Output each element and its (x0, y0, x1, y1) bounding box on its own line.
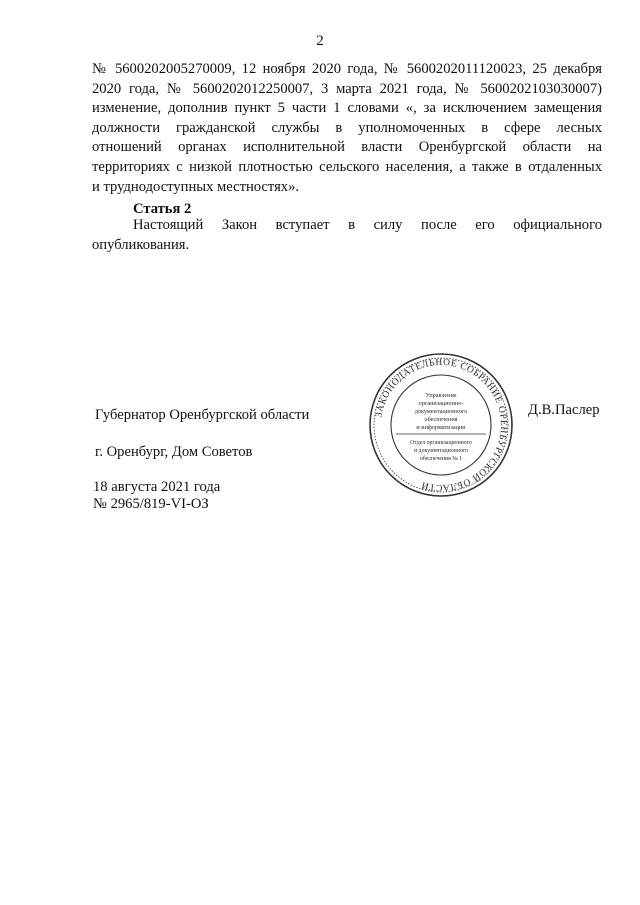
seal-bottom-line: Отдел организационного (410, 440, 472, 446)
seal-inner-line: Управление (425, 392, 457, 399)
paragraph-line: изменение, дополнив пункт 5 части 1 словами «, за исключением замещения (92, 100, 602, 117)
page-number: 2 (316, 33, 324, 49)
paragraph-amendment (92, 60, 602, 197)
signatory-position: Губернатор Оренбургской области (95, 407, 310, 423)
paragraph-line: 2020 года, № 5600202012250007, 3 марта 2021 года, № 5600202103030007) (92, 80, 602, 97)
paragraph-line: № 5600202005270009, 12 ноября 2020 года, № 5600202011120023, 25 декабря (92, 61, 602, 77)
article-heading: Статья 2 (133, 201, 192, 217)
seal-inner-line: и информатизации (416, 424, 466, 431)
seal-inner-line: документационного (414, 408, 468, 415)
paragraph-line: должности гражданской службы в уполномоченных в сфере лесных (92, 119, 602, 136)
article-text (92, 216, 602, 255)
seal-bottom-line: и документационного (414, 448, 468, 454)
paragraph-line: и труднодоступных местностях». (92, 178, 300, 195)
article-line: опубликования. (92, 236, 190, 253)
official-seal (368, 352, 514, 498)
paragraph-line: отношений органах исполнительной власти Оренбургской области на (92, 139, 602, 156)
signatory-name: Д.В.Паслер (528, 402, 600, 418)
seal-outer-text-path: ЗАКОНОДАТЕЛЬНОЕ СОБРАНИЕ ОРЕНБУРГСКОЙ ОБЛАСТИ (374, 357, 509, 493)
paragraph-line: территориях с низкой плотностью сельского населения, а также в отдаленных (92, 158, 602, 175)
place-of-signing: г. Оренбург, Дом Советов (95, 444, 253, 460)
seal-inner-line: обеспечения (424, 416, 458, 423)
law-number: № 2965/819-VI-ОЗ (93, 496, 209, 512)
signing-date: 18 августа 2021 года (93, 479, 221, 495)
seal-bottom-line: обеспечения № 1 (419, 456, 463, 462)
seal-inner-line: организационно- (418, 400, 464, 407)
article-line: Настоящий Закон вступает в силу после его официального (133, 217, 602, 233)
